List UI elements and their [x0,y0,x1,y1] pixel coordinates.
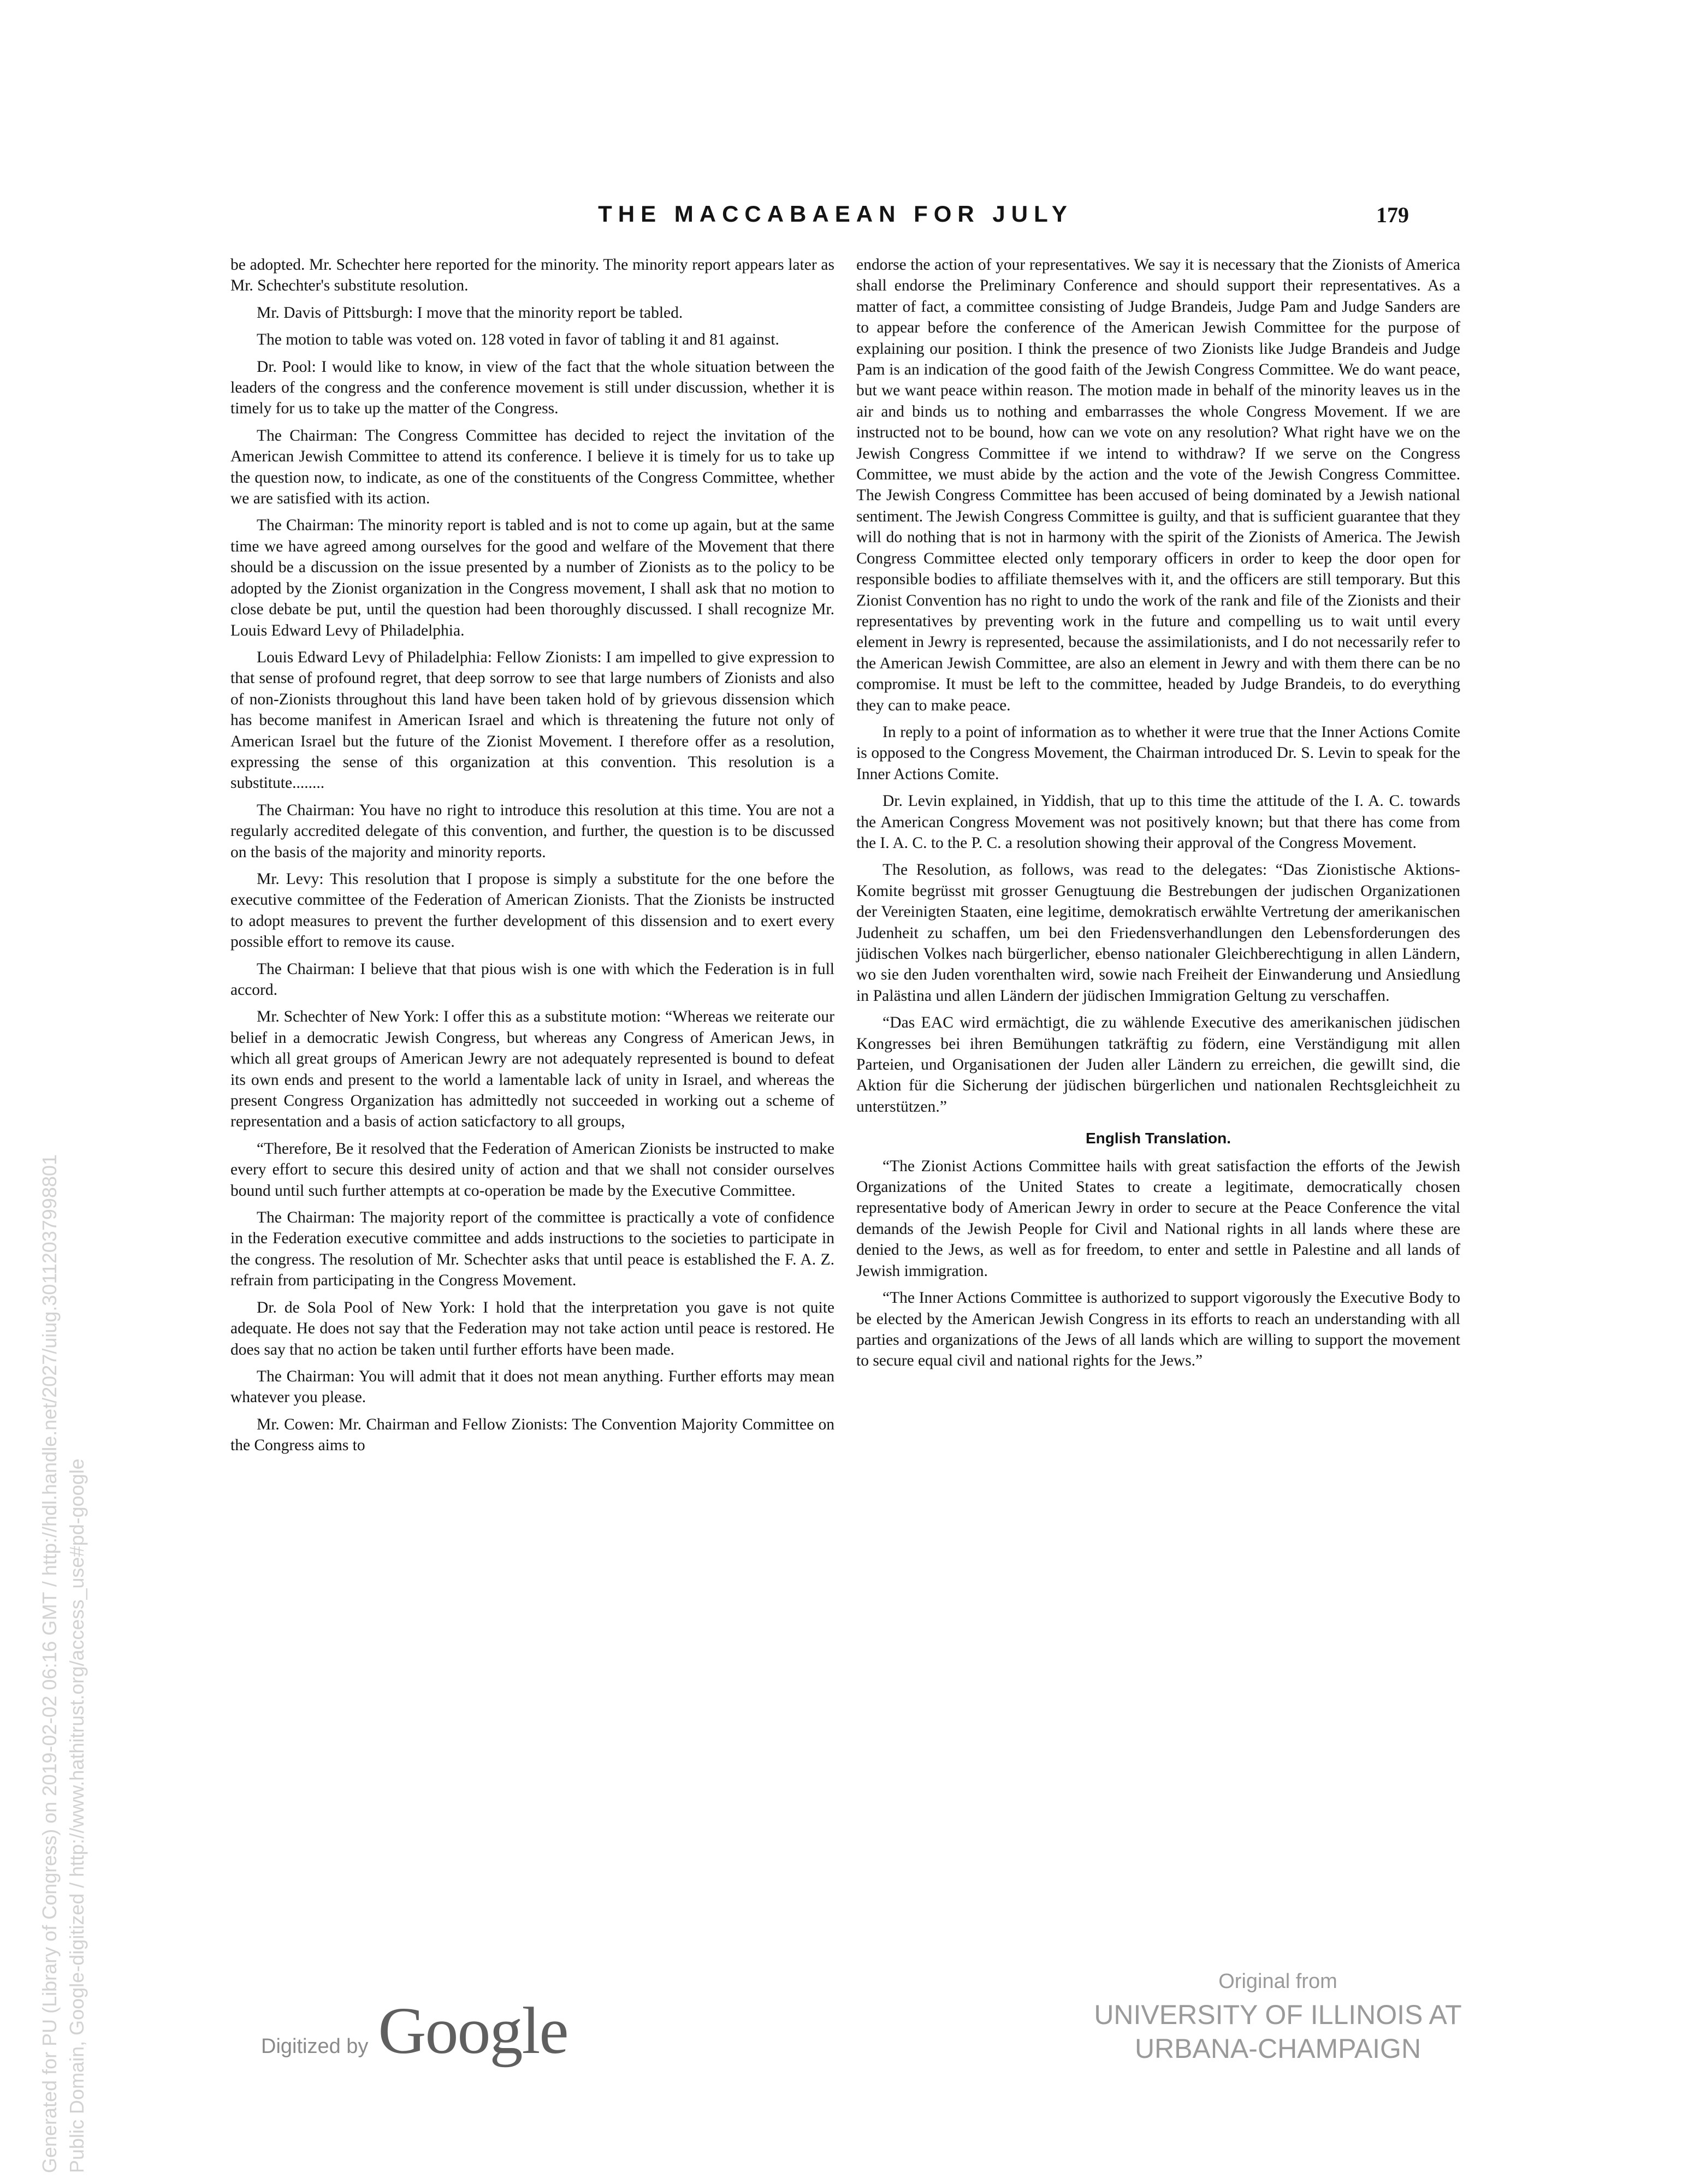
page-number: 179 [1376,203,1409,227]
paragraph: The Chairman: The Congress Committee has decided to reject the invitation of the American Jewish Committee to attend its conference. I believe it is timely for us to take up the question now, to indicate, as one of the constituents of the Congress Committee, whether we are satisfied with its action. [230,426,834,508]
original-from-text: Original from [1218,1970,1337,1993]
paragraph-translation: “The Zionist Actions Committee hails with great satisfaction the efforts of the Jewish Organizations of the United States to create a legitimate, democratically chosen representative body of American Jewry in order to secure at the Peace Conference the vital demands of the Jewish People for Civil and National rights in all lands where these are denied to the Jews, as well as for freedom, to enter and settle in Palestine and all lands of Jewish immigration. [856,1157,1460,1280]
paragraph: The motion to table was voted on. 128 voted in favor of tabling it and 81 against. [257,331,779,349]
paragraph: Mr. Davis of Pittsburgh: I move that the minority report be tabled. [257,304,683,322]
paragraph: Dr. Levin explained, in Yiddish, that up to this time the attitude of the I. A. C. towards the American Congress Movement was not positively known; but that there has come from the I. A. C. to the P. C. a resolution showing their approval of the Congress Movement. [856,792,1460,852]
paragraph: Mr. Cowen: Mr. Chairman and Fellow Zionists: The Convention Majority Committee on the Congress aims to [230,1415,834,1455]
paragraph: Louis Edward Levy of Philadelphia: Fellow Zionists: I am impelled to give expression to that sense of profound regret, that deep sorrow to see that large numbers of Zionists and also of non-Zionists throughout this land have been taken hold of by grievous dissension which has become manifest in American Israel and which is threatening the future not only of American Israel but the future of the Zionist Movement. I therefore offer as a resolution, expressing the sense of this organization at this convention. This resolution is a substitute........ [230,648,834,792]
paragraph: Dr. de Sola Pool of New York: I hold that the interpretation you gave is not quite adequate. He does not say that the Federation may not take action until peace is restored. He does say that no action be taken until further efforts have been made. [230,1298,834,1358]
watermark-line-1: Generated for PU (Library of Congress) on 2019-02-02 06:16 GMT / http://hdl.handle.net/2027/uiug.30112037998801 [38,1154,61,2173]
paragraph: The Chairman: You will admit that it does not mean anything. Further efforts may mean whatever you please. [230,1367,834,1406]
translation-heading: English Translation. [1085,1130,1231,1147]
running-header-title: THE MACCABAEAN FOR JULY [598,201,1073,227]
left-column [230,254,834,1462]
paragraph: be adopted. Mr. Schechter here reported for the minority. The minority report appears later as Mr. Schechter's substitute resolution. [230,256,834,295]
right-column [856,254,1460,1378]
paragraph: The Chairman: The minority report is tabled and is not to come up again, but at the same time we have agreed among ourselves for the good and welfare of the Movement that there should be a discussion on the issue presented by a number of Zionists as to the policy to be adopted by the Zionist organization in the Congress movement, I shall ask that no motion to close debate be put, until the question had been thoroughly discussed. I shall recognize Mr. Louis Edward Levy of Philadelphia. [230,517,834,639]
paragraph: The Chairman: I believe that that pious wish is one with which the Federation is in full accord. [230,960,834,999]
university-line-2: URBANA-CHAMPAIGN [1134,2033,1422,2064]
watermark-line-2: Public Domain, Google-digitized / http://www.hathitrust.org/access_use#pd-google [66,1458,88,2173]
paragraph: Mr. Levy: This resolution that I propose is simply a substitute for the one before the executive committee of the Federation of American Zionists. That the Zionists be instructed to adopt measures to prevent the further development of this dissension and to exert every possible effort to remove its cause. [230,870,834,951]
paragraph: endorse the action of your representatives. We say it is necessary that the Zionists of America shall endorse the Preliminary Conference and should support their representatives. As a matter of fact, a committee consisting of Judge Brandeis, Judge Pam and Judge Sanders are to appear before the conference of the American Jewish Committee for the purpose of explaining our position. I think the presence of two Zionists like Judge Brandeis and Judge Pam is an indication of the good faith of the Jewish Congress Committee. We do want peace, but we want peace within reason. The motion made in behalf of the minority leaves us in the air and binds us to nothing and embarrasses the whole Congress Movement. If we are instructed not to be bound, how can we vote on any resolution? What right have we on the Jewish Congress Committee if we intend to withdraw? If we serve on the Congress Committee, we must abide by the action and the vote of the Jewish Congress Committee. The Jewish Congress Committee has been accused of being dominated by a Jewish national sentiment. The Jewish Congress Committee is guilty, and that is sufficient guarantee that they will do nothing that is not in harmony with the spirit of the Zionists of America. The Jewish Congress Committee elected only temporary officers in order to keep the door open for responsible bodies to affiliate themselves with it, and the officers are still temporary. But this Zionist Convention has no right to undo the work of the rank and file of the Zionists and their representatives by preventing work in the future and compelling us to wait until every element in Jewry is represented, because the assimilationists, and I do not necessarily refer to the American Jewish Committee, are also an element in Jewry and with them there can be no compromise. It must be left to the committee, headed by Judge Brandeis, to do everything they can to make peace. [856,256,1460,714]
paragraph: In reply to a point of information as to whether it were true that the Inner Actions Comite is opposed to the Congress Movement, the Chairman introduced Dr. S. Levin to speak for the Inner Actions Comite. [856,723,1460,783]
paragraph: Mr. Schechter of New York: I offer this as a substitute motion: “Whereas we reiterate our belief in a democratic Jewish Congress, but whereas any Congress of American Jews, in which all great groups of American Jewry are not adequately represented is bound to defeat its own ends and present to the world a lamentable lack of unity in Israel, and whereas the present Congress Organization has admittedly not succeeded in working out a scheme of representation and a basis of action saticfactory to all groups, [230,1008,834,1131]
digitized-by-google [261,1993,568,2069]
paragraph: The Chairman: The majority report of the committee is practically a vote of confidence in the Federation executive committee and adds instructions to the societies to participate in the congress. The resolution of Mr. Schechter asks that until peace is established the F. A. Z. refrain from participating in the Congress Movement. [230,1209,834,1290]
side-watermark [36,808,91,2173]
digitized-by-text: Digitized by [261,2035,369,2058]
paragraph-german-resolution: “Das EAC wird ermächtigt, die zu wählende Executive des amerikanischen jüdischen Kongresses bei ihren Bemühungen tatkräftig zu födern, eine Verständigung mit allen Parteien, und Organisationen der Juden aller Ländern zu erreichen, die gewillt sind, die Aktion für die Sicherung der jüdischen bürgerlichen und nationalen Rechtsgleichheit zu unterstützen.” [856,1014,1460,1115]
paragraph: The Chairman: You have no right to introduce this resolution at this time. You are not a regularly accredited delegate of this convention, and further, the question is to be discussed on the basis of the majority and minority reports. [230,801,834,861]
university-line-1: UNIVERSITY OF ILLINOIS AT [1094,1999,1462,2030]
original-from-block [1070,1970,1485,2066]
google-logo: Google [378,1994,568,2068]
paragraph: “Therefore, Be it resolved that the Federation of American Zionists be instructed to make every effort to secure this desired unity of action and that we shall not consider ourselves bound until such further attempts at co-operation be made by the Executive Committee. [230,1140,834,1200]
paragraph-translation: “The Inner Actions Committee is authorized to support vigorously the Executive Body to be elected by the American Jewish Congress in its efforts to reach an understanding with all parties and organizations of the Jews of all lands which are willing to support the movement to secure equal civil and national rights for the Jews.” [856,1289,1460,1370]
paragraph: Dr. Pool: I would like to know, in view of the fact that the whole situation between the leaders of the congress and the conference movement is still under discussion, whether it is timely for us to take up the matter of the Congress. [230,358,834,418]
paragraph-german-resolution: The Resolution, as follows, was read to the delegates: “Das Zionistische Aktions-Komite begrüsst mit grosser Genugtuung die Bestrebungen der judischen Organizationen der Vereinigten Staaten, eine legitime, demokratisch erwählte Vertretung der amerikanischen Judenheit zu schaffen, um bei den Friedensverhandlungen den Lebensforderungen des jüdischen Volkes nach bürgerlicher, ebenso nationaler Gleichberechtigung in allen Ländern, wo sie den Juden vorenthalten wird, sowie nach Freiheit der Einwanderung und Ansiedlung in Palästina und allen Ländern der jüdischen Immigration Geltung zu verschaffen. [856,861,1460,1005]
